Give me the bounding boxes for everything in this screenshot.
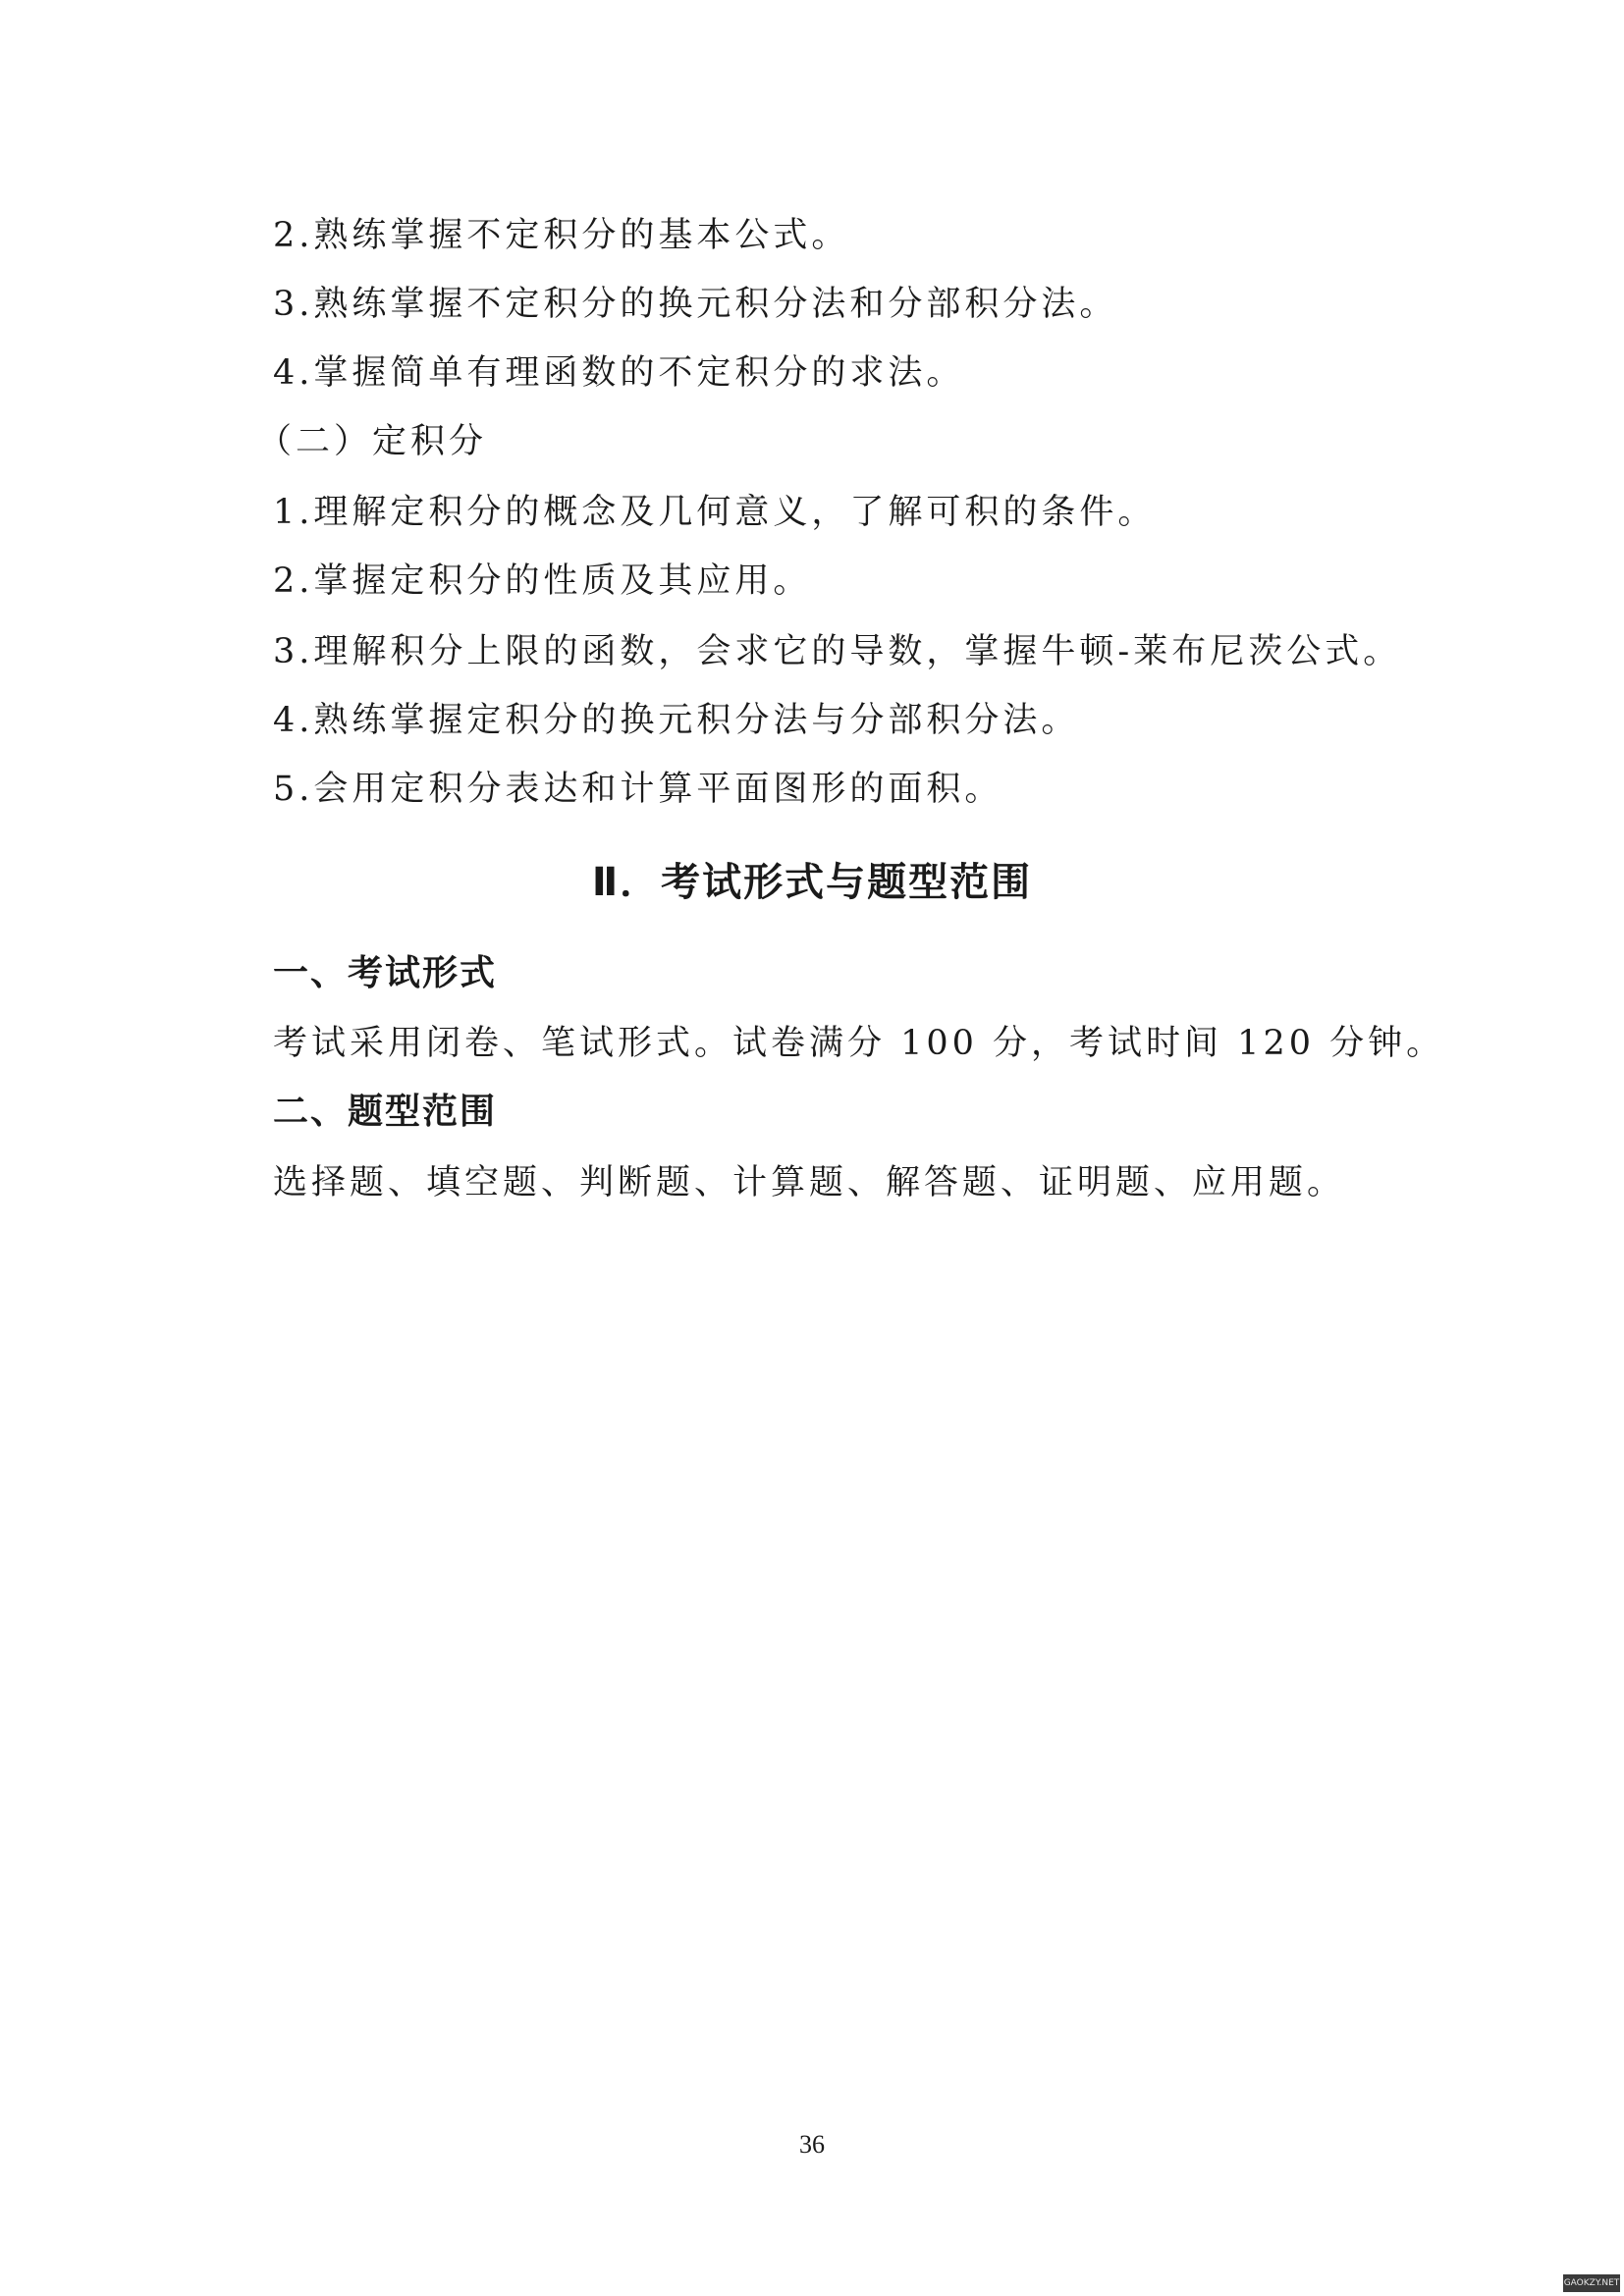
content-line-9: 5.会用定积分表达和计算平面图形的面积。	[273, 770, 1003, 809]
question-types-text: 选择题、填空题、判断题、计算题、解答题、证明题、应用题。	[273, 1163, 1346, 1202]
exam-form-text: 考试采用闭卷、笔试形式。试卷满分 100 分，考试时间 120 分钟。	[273, 1024, 1445, 1063]
content-line-7: 3.理解积分上限的函数，会求它的导数，掌握牛顿-莱布尼茨公式。	[273, 632, 1402, 671]
content-line-3: 4.掌握简单有理函数的不定积分的求法。	[273, 353, 965, 393]
content-line-5: 1.理解定积分的概念及几何意义，了解可积的条件。	[273, 493, 1157, 532]
section-title: Ⅱ．考试形式与题型范围	[591, 860, 1033, 905]
subsection-heading-definite-integral: （二）定积分	[257, 422, 488, 461]
exam-form-heading: 一、考试形式	[273, 953, 498, 993]
content-line-6: 2.掌握定积分的性质及其应用。	[273, 561, 812, 601]
watermark-logo: GAOKZY.NET	[1563, 2274, 1620, 2292]
content-line-1: 2.熟练掌握不定积分的基本公式。	[273, 216, 850, 255]
content-line-2: 3.熟练掌握不定积分的换元积分法和分部积分法。	[273, 285, 1118, 324]
page-number: 36	[799, 2130, 825, 2159]
content-line-8: 4.熟练掌握定积分的换元积分法与分部积分法。	[273, 701, 1080, 740]
question-types-heading: 二、题型范围	[273, 1092, 498, 1132]
